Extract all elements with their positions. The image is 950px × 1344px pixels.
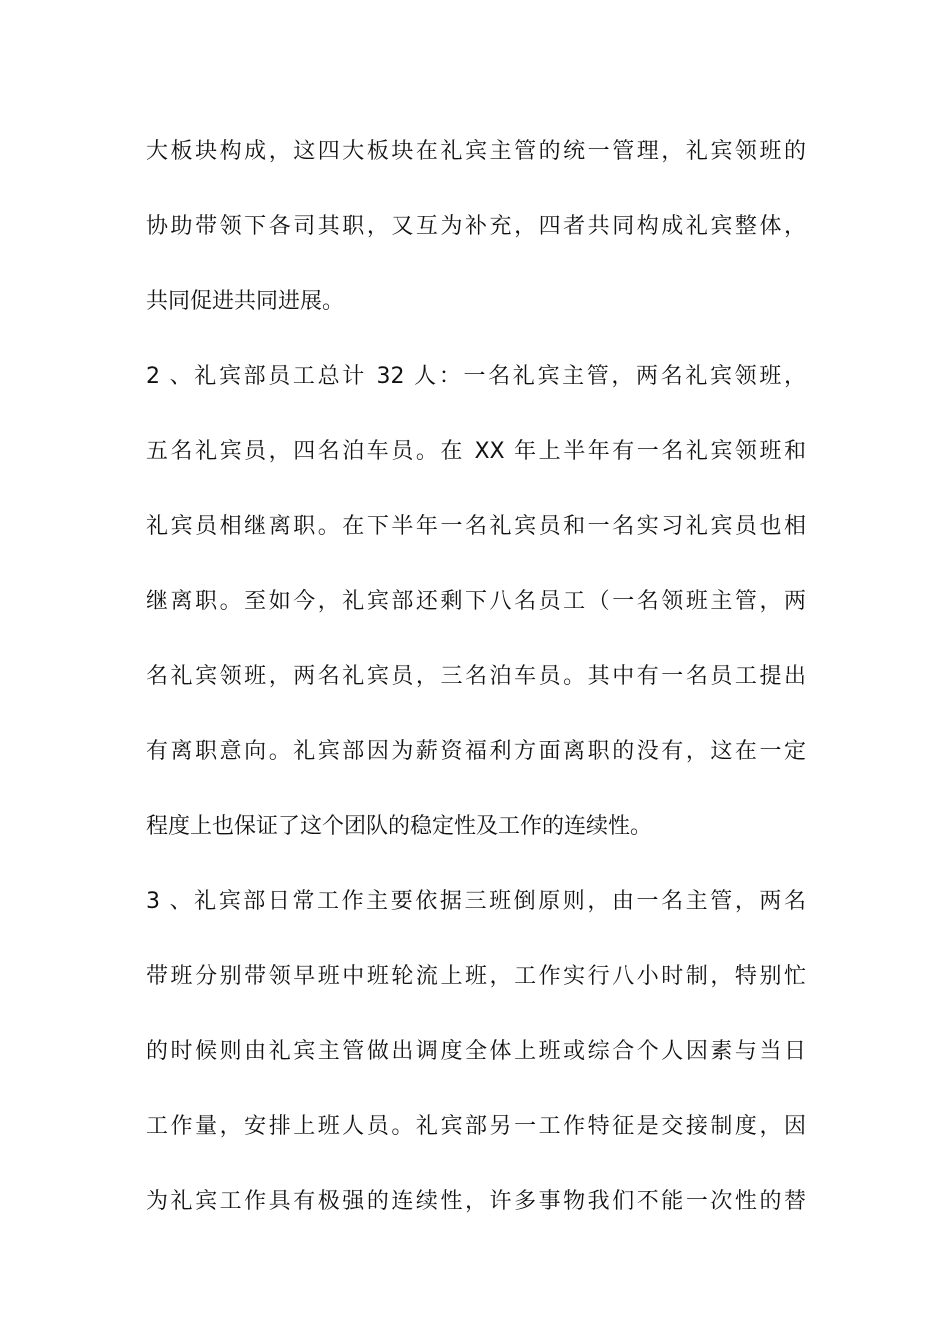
text-line: 继离职。至如今，礼宾部还剩下八名员工（一名领班主管，两 — [146, 589, 806, 614]
text-line: 工作量，安排上班人员。礼宾部另一工作特征是交接制度，因 — [146, 1114, 806, 1139]
text-line: 礼宾员相继离职。在下半年一名礼宾员和一名实习礼宾员也相 — [146, 514, 806, 539]
text-line: 为礼宾工作具有极强的连续性，许多事物我们不能一次性的替 — [146, 1189, 806, 1214]
text-line: 带班分别带领早班中班轮流上班，工作实行八小时制，特别忙 — [146, 964, 806, 989]
text-line: 名礼宾领班，两名礼宾员，三名泊车员。其中有一名员工提出 — [146, 664, 806, 689]
text-line: 程度上也保证了这个团队的稳定性及工作的连续性。 — [146, 814, 653, 839]
text-line: 有离职意向。礼宾部因为薪资福利方面离职的没有，这在一定 — [146, 739, 806, 764]
text-line: 3 、礼宾部日常工作主要依据三班倒原则，由一名主管，两名 — [146, 889, 806, 914]
text-line: 的时候则由礼宾主管做出调度全体上班或综合个人因素与当日 — [146, 1039, 806, 1064]
text-line: 五名礼宾员，四名泊车员。在 XX 年上半年有一名礼宾领班和 — [146, 439, 806, 464]
text-line: 大板块构成，这四大板块在礼宾主管的统一管理，礼宾领班的 — [146, 139, 806, 164]
text-line: 2 、礼宾部员工总计 32 人：一名礼宾主管，两名礼宾领班， — [146, 364, 806, 389]
text-line: 协助带领下各司其职，又互为补充，四者共同构成礼宾整体， — [146, 214, 806, 239]
text-line: 共同促进共同进展。 — [146, 289, 345, 314]
